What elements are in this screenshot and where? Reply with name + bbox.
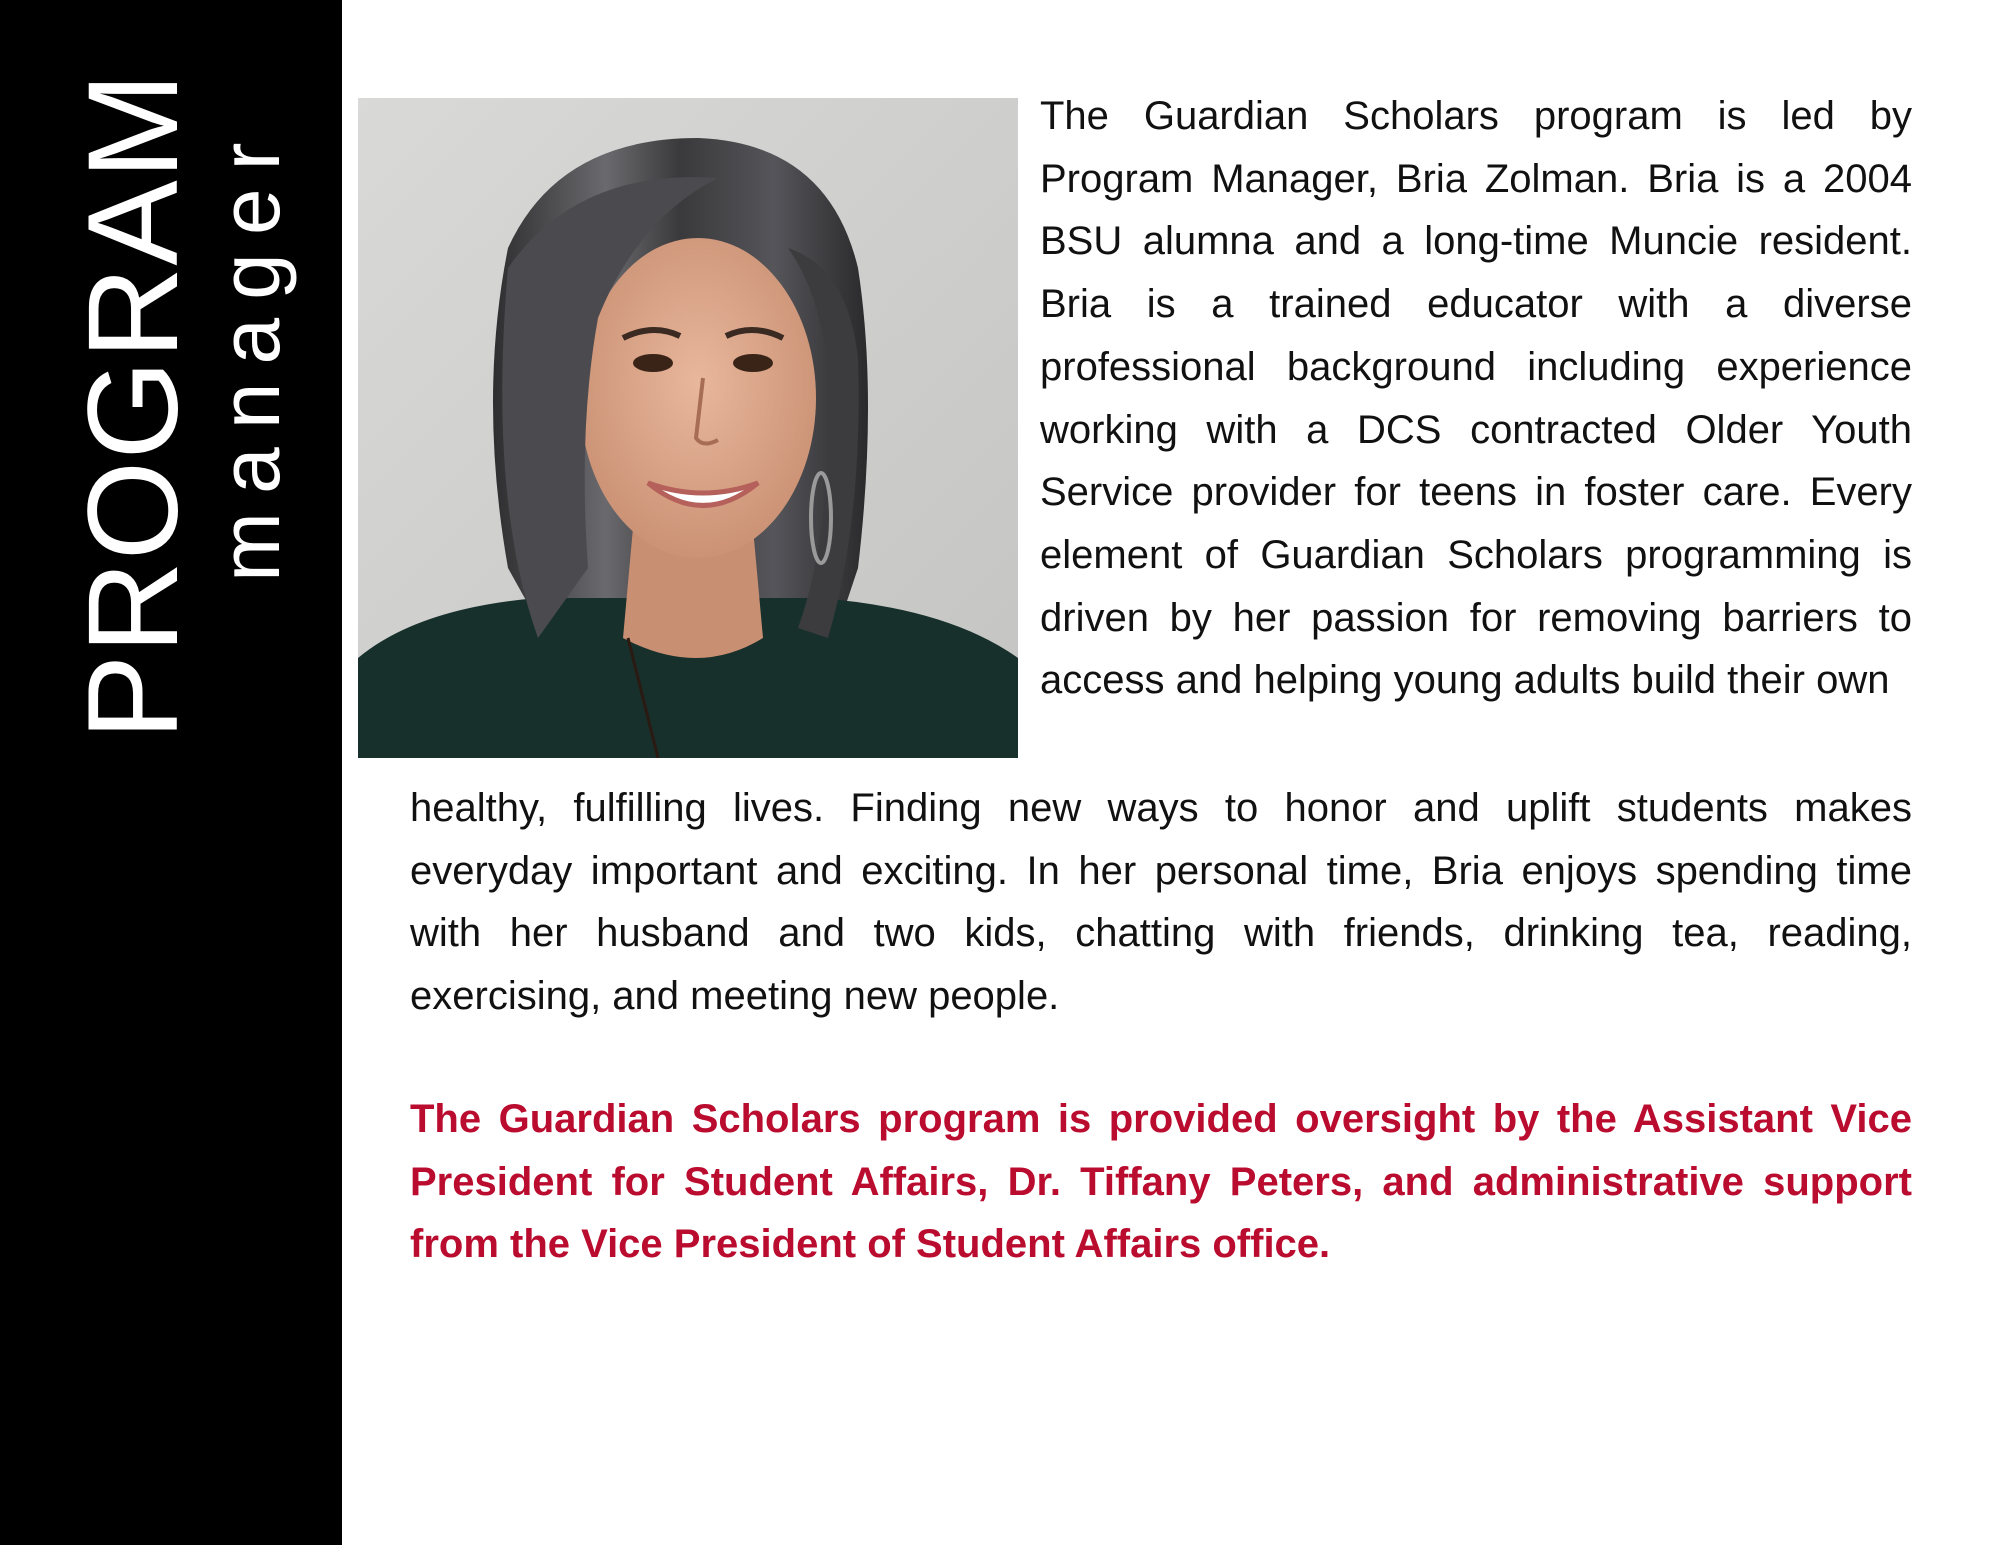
sidebar bbox=[0, 0, 342, 1545]
sidebar-title: PROGRAM bbox=[62, 71, 205, 740]
sidebar-title-group bbox=[0, 45, 342, 745]
bio-intro-paragraph: The Guardian Scholars program is led by Program Manager, Bria Zolman. Bria is a 2004 BSU alumna and a long-time Muncie resident. Bria is a trained educator with a diverse professional background including experience working with a DCS contracted Older Youth Service provider for teens in foster care. Every element of Guardian Scholars programming is driven by her passion for removing barriers to access and helping young adults build their own bbox=[1040, 94, 1912, 703]
sidebar-subtitle: manager bbox=[203, 124, 297, 582]
bio-continuation-paragraph: healthy, fulfilling lives. Finding new ways to honor and uplift students makes everyday important and exciting. In her personal time, Bria enjoys spending time with her husband and two kids, chatting with friends, drinking tea, reading, exercising, and meeting new people. bbox=[410, 786, 1912, 1019]
oversight-paragraph: The Guardian Scholars program is provided oversight by the Assistant Vice President for Student Affairs, Dr. Tiffany Peters, and administrative support from the Vice President of Student Affairs office. bbox=[410, 1097, 1912, 1267]
portrait-photo-icon bbox=[358, 98, 1018, 758]
